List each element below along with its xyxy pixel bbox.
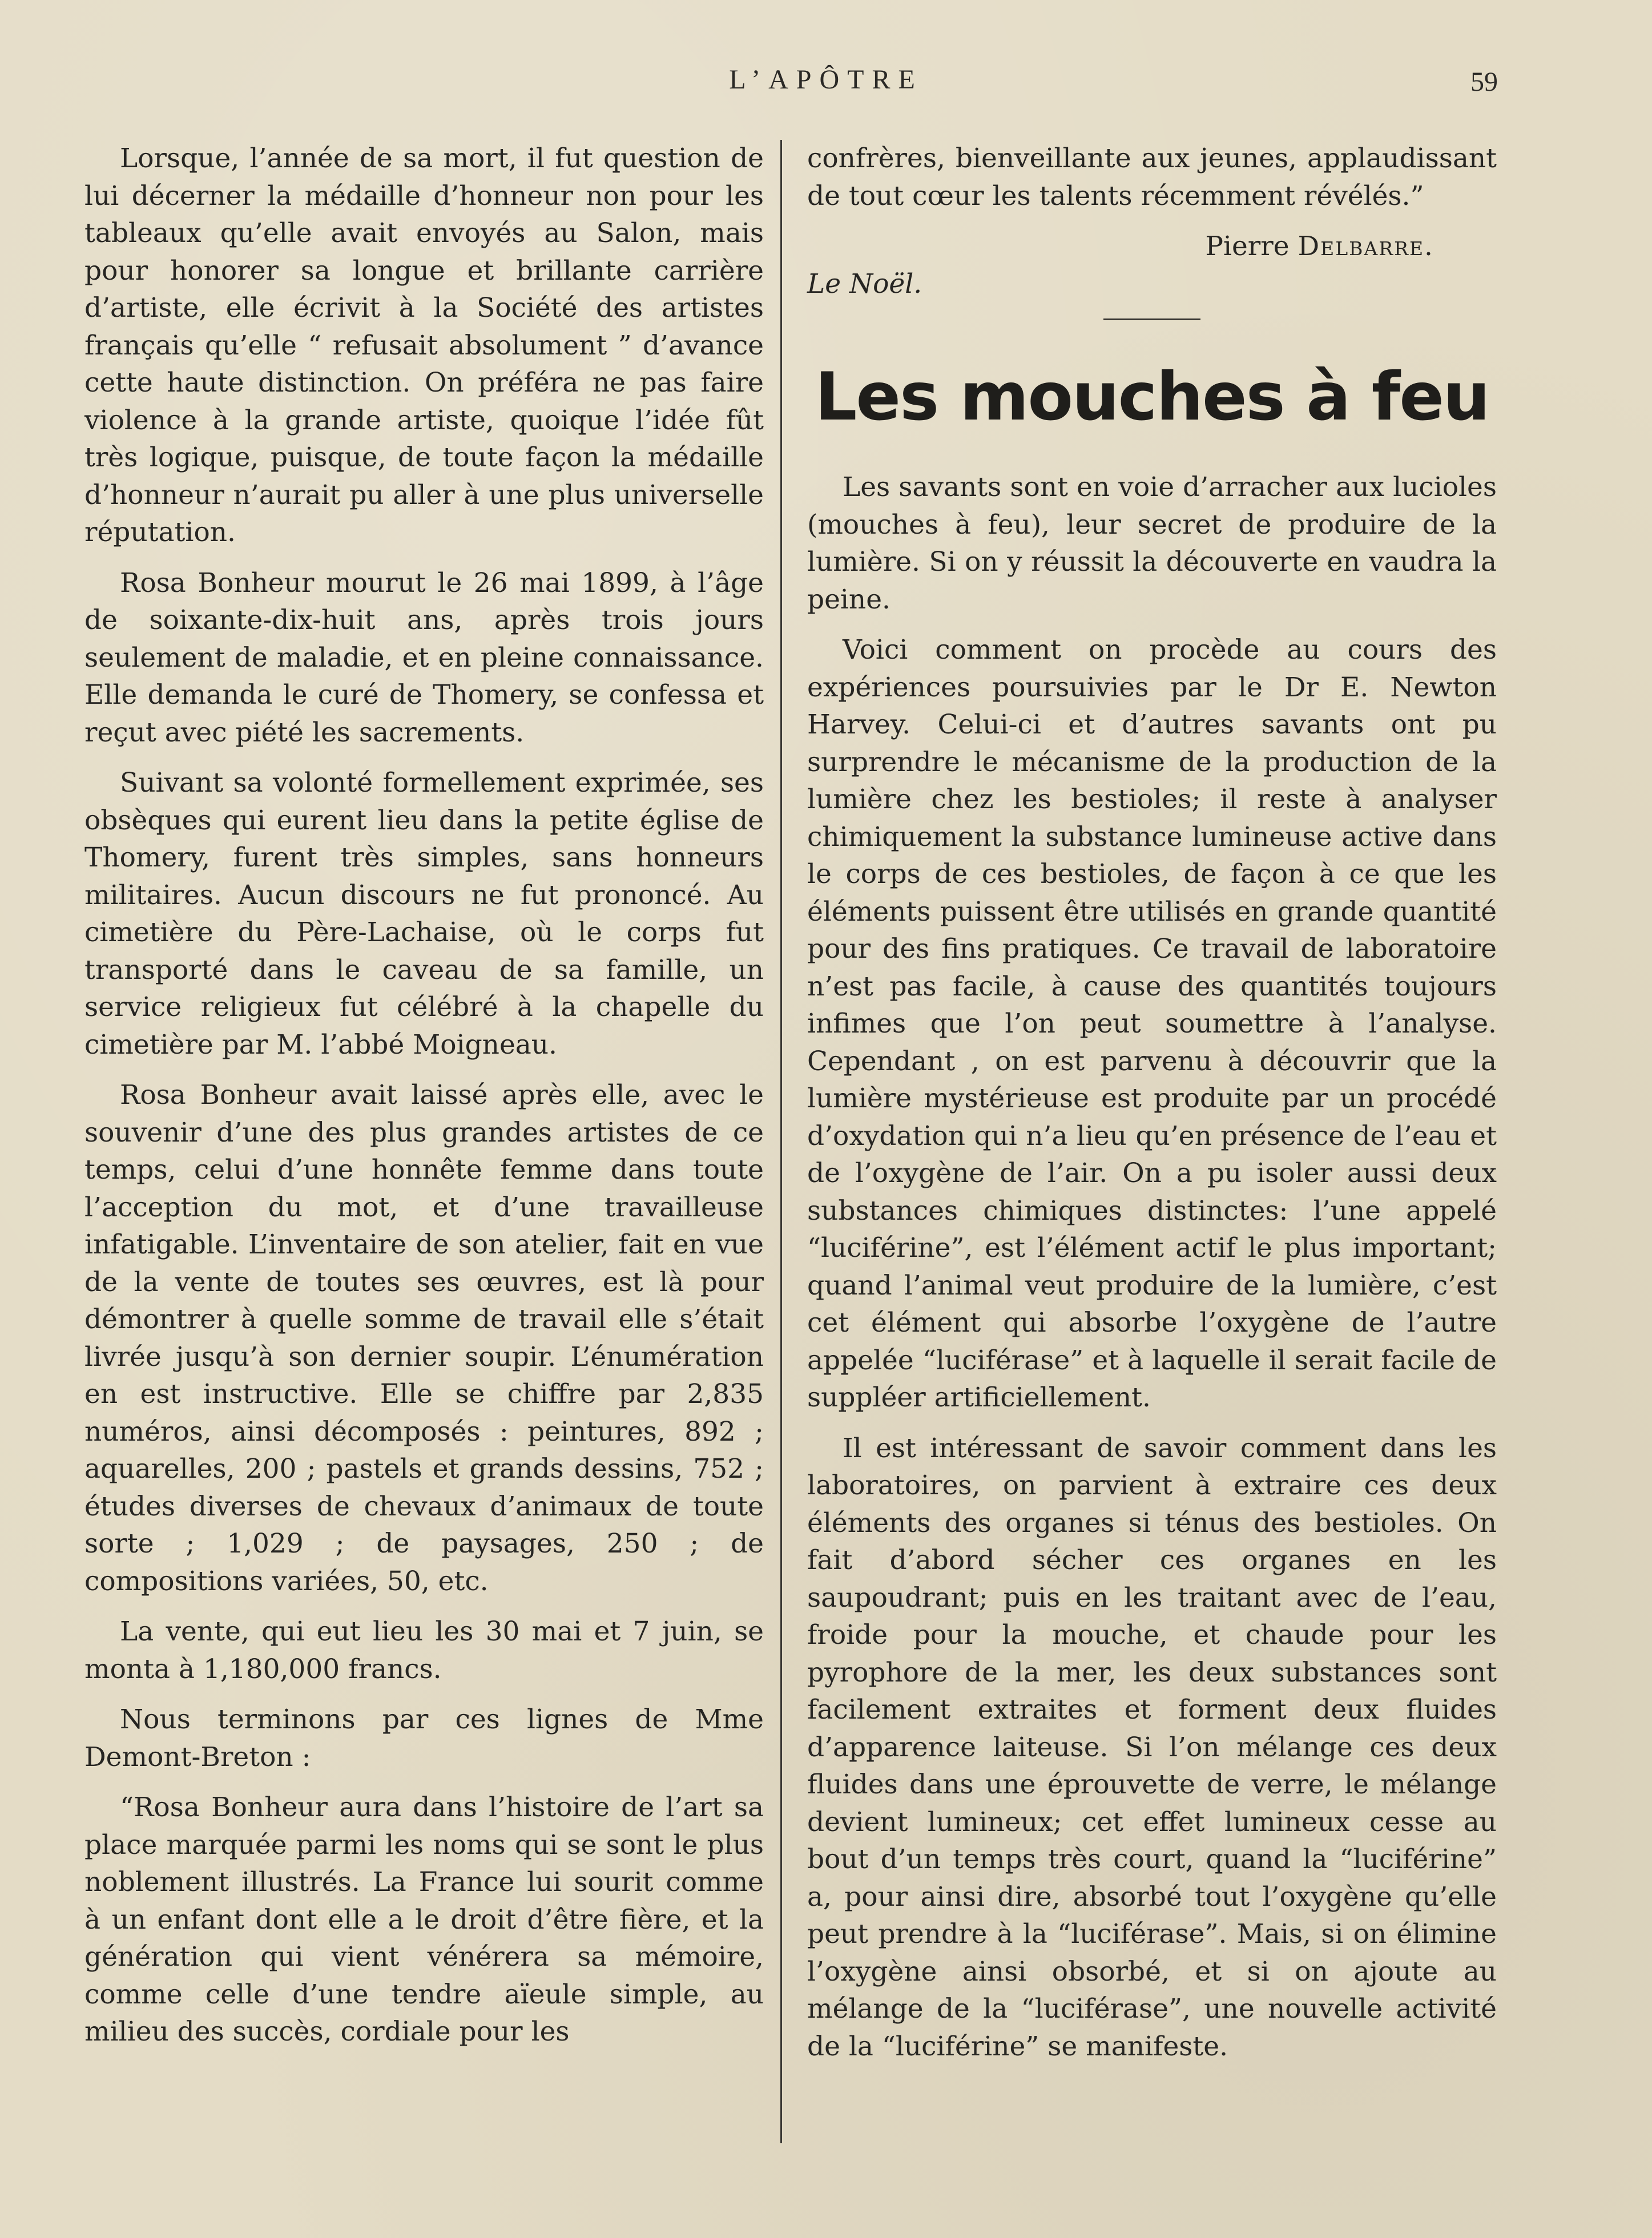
right-column bbox=[807, 140, 1497, 2078]
paragraph-intro-quote: Nous terminons par ces lignes de Mme Demont-Breton : bbox=[84, 1704, 764, 1773]
quote-continuation: confrères, bienveillante aux jeunes, applaudissant de tout cœur les talents récemment révélés.” bbox=[807, 143, 1497, 212]
paragraph-funeral: Suivant sa volonté formellement exprimée, ses obsèques qui eurent lieu dans la petite église de Thomery, furent très simples, sans honneurs militaires. Aucun discours ne fut prononcé. Au cimetière du Père-Lachaise, où le corps fut transporté dans le caveau de sa famille, un service religieux fut célébré à la chapelle du cimetière par M. l’abbé Moigneau. bbox=[84, 767, 764, 1060]
article-paragraph-intro: Les savants sont en voie d’arracher aux lucioles (mouches à feu), leur secret de produire de la lumière. Si on y réussit la découverte en vaudra la peine. bbox=[807, 471, 1497, 615]
left-column bbox=[84, 140, 764, 2064]
running-title: L’APÔTRE bbox=[729, 64, 923, 95]
article-title: Les mouches à feu bbox=[815, 358, 1489, 435]
author-last-name: Delbarre. bbox=[1298, 231, 1434, 262]
section-divider bbox=[1103, 318, 1200, 320]
paragraph-death: Rosa Bonheur mourut le 26 mai 1899, à l’âge de soixante-dix-huit ans, après trois jours seulement de maladie, et en pleine connaissance. Elle demanda le curé de Thomery, se confessa et reçut avec piété les sacrements. bbox=[84, 567, 764, 748]
paragraph-legacy: Rosa Bonheur avait laissé après elle, avec le souvenir d’une des plus grandes artistes de ce temps, celui d’une honnête femme dans toute l’acception du mot, et d’une travailleuse infatigable. L’inventaire de son atelier, fait en vue de la vente de toutes ses œuvres, est là pour démontrer à quelle somme de travail elle s’était livrée jusqu’à son dernier soupir. L’énumération en est instructive. Elle se chiffre par 2,835 numéros, ainsi décomposés : peintures, 892 ; aquarelles, 200 ; pastels et grands dessins, 752 ; études diverses de chevaux d’animaux de toute sorte ; 1,029 ; de paysages, 250 ; de compositions variées, 50, etc. bbox=[84, 1079, 764, 1597]
author-first-name: Pierre bbox=[1205, 231, 1290, 262]
column-divider bbox=[780, 140, 782, 2143]
source-citation: Le Noël. bbox=[807, 268, 922, 300]
paragraph-medal: Lorsque, l’année de sa mort, il fut question de lui décerner la médaille d’honneur non pour les tableaux qu’elle avait envoyés au Salon, mais pour honorer sa longue et brillante carrière d’artiste, elle écrivit à la Société des artistes français qu’elle “ refusait absolument ” d’avance cette haute distinction. On préféra ne pas faire violence à la grande artiste, quoique l’idée fût très logique, puisque, de toute façon la médaille d’honneur n’aurait pu aller à une plus universelle réputation. bbox=[84, 143, 764, 548]
article-paragraph-experiments: Voici comment on procède au cours des expériences poursuivies par le Dr E. Newton Harvey. Celui-ci et d’autres savants ont pu surprendre le mécanisme de la production de la lumière chez les bestioles; il reste à analyser chimiquement la substance lumineuse active dans le corps de ces bestioles, de façon à ce que les éléments puissent être utilisés en grande quantité pour des fins pratiques. Ce travail de laboratoire n’est pas facile, à cause des quantités toujours infimes que l’on peut soumettre à l’analyse. Cependant , on est parvenu à découvrir que la lumière mystérieuse est produite par un procédé d’oxydation qui n’a lieu qu’en présence de l’eau et de l’oxygène de l’air. On a pu isoler aussi deux substances chimiques distinctes: l’une appelé “luciférine”, est l’élément actif le plus important; quand l’animal veut produire de la lumière, c’est cet élément qui absorbe l’oxygène de l’autre appelée “luciférase” et à laquelle il serait facile de suppléer artificiellement. bbox=[807, 634, 1497, 1413]
article-paragraph-extraction: Il est intéressant de savoir comment dans les laboratoires, on parvient à extraire ces deux éléments des organes si ténus des bestioles. On fait d’abord sécher ces organes en les saupoudrant; puis en les traitant avec de l’eau, froide pour la mouche, et chaude pour les pyrophore de la mer, les deux substances sont facilement extraites et forment deux fluides d’apparence laiteuse. Si l’on mélange ces deux fluides dans une éprouvette de verre, le mélange devient lumineux; cet effet lumineux cesse au bout d’un temps très court, quand la “luciférine” a, pour ainsi dire, absorbé tout l’oxygène qu’elle peut prendre à la “luciférase”. Mais, si on élimine l’oxygène ainsi obsorbé, et si on ajoute au mélange de la “luciférase”, une nouvelle activité de la “luciférine” se manifeste. bbox=[807, 1432, 1497, 2062]
paragraph-sale: La vente, qui eut lieu les 30 mai et 7 juin, se monta à 1,180,000 francs. bbox=[84, 1616, 764, 1685]
page-number: 59 bbox=[1470, 67, 1498, 97]
author-signature bbox=[807, 228, 1434, 265]
paragraph-quote: “Rosa Bonheur aura dans l’histoire de l’art sa place marquée parmi les noms qui se sont le plus noblement illustrés. La France lui sourit comme à un enfant dont elle a le droit d’être fière, et la génération qui vient vénérera sa mémoire, comme celle d’une tendre aïeule simple, au milieu des succès, cordiale pour les bbox=[84, 1792, 764, 2047]
